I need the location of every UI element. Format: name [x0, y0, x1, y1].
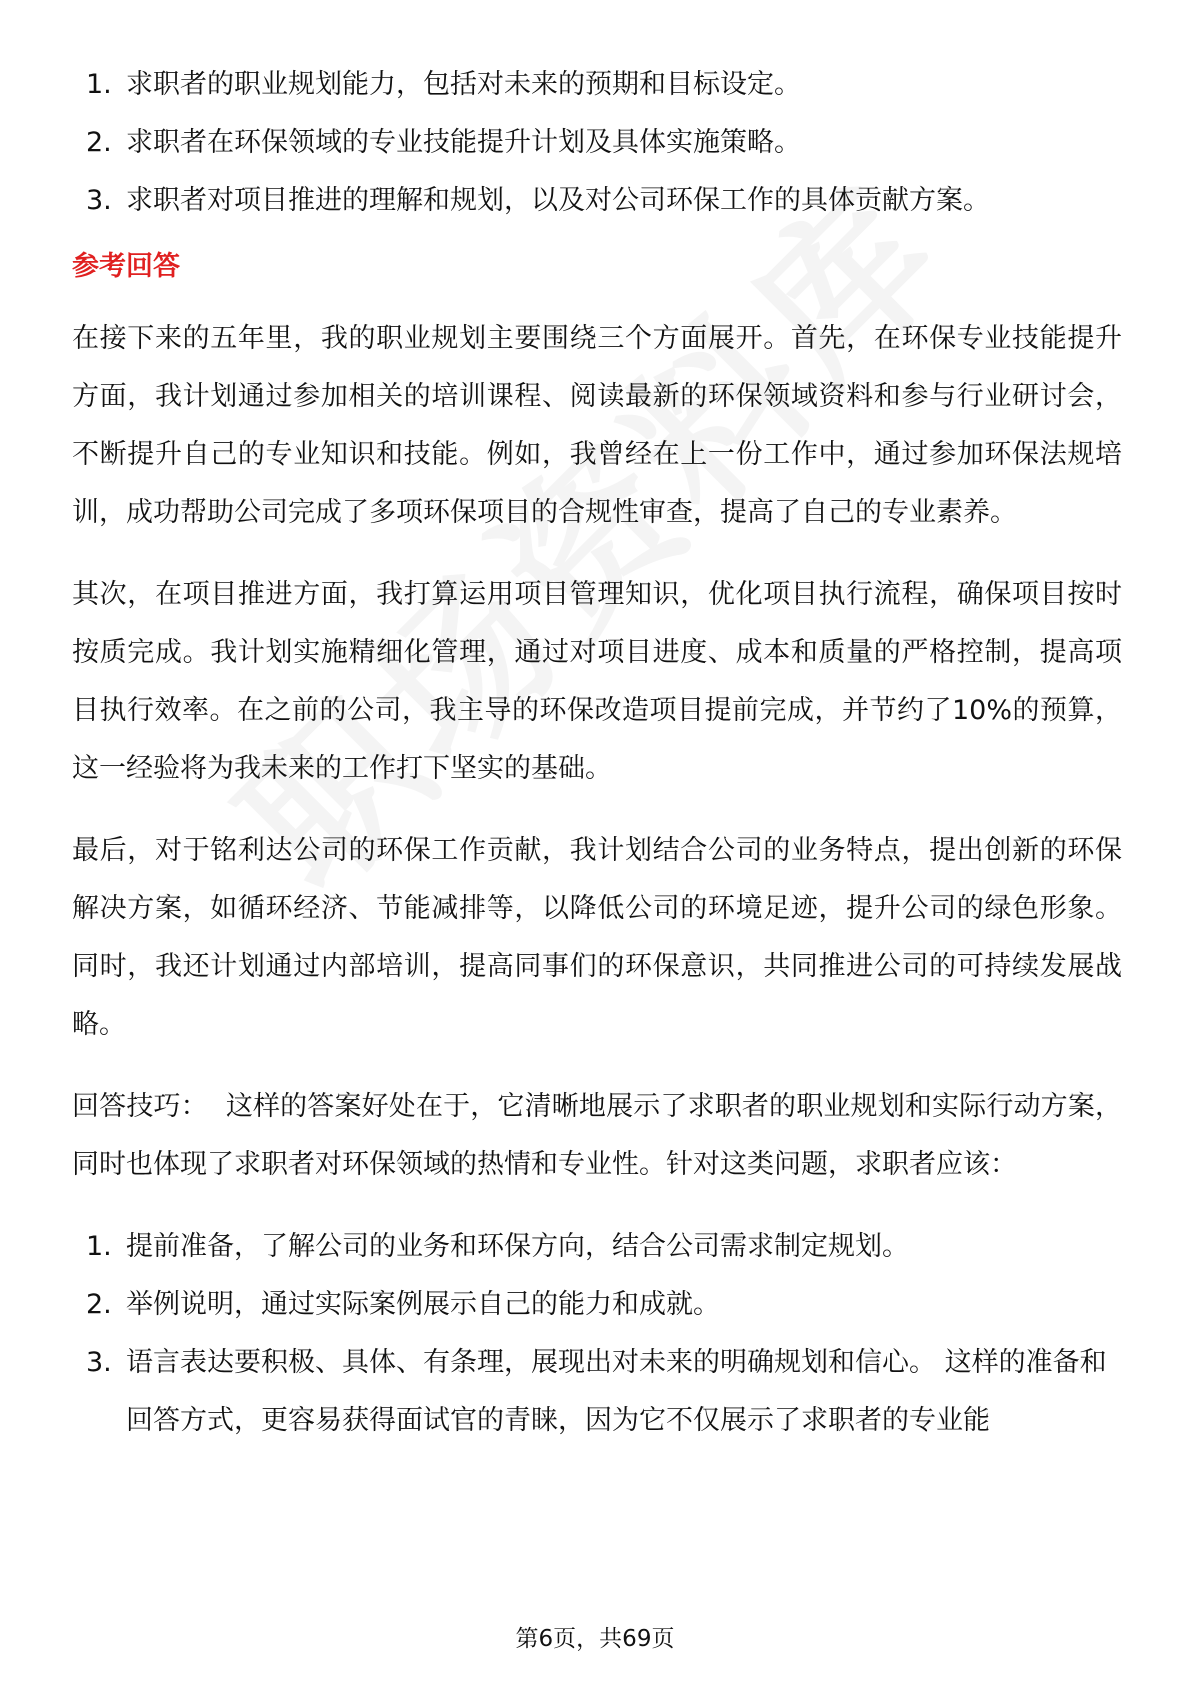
tips-text: 这样的答案好处在于，它清晰地展示了求职者的职业规划和实际行动方案，同时也体现了求职者对环保领域的热情和专业性。针对这类问题，求职者应该：: [72, 1091, 1123, 1180]
list-number: 1.: [86, 69, 112, 100]
list-item-text: 求职者的职业规划能力，包括对未来的预期和目标设定。: [126, 69, 801, 100]
answer-paragraph: 其次，在项目推进方面，我打算运用项目管理知识，优化项目执行流程，确保项目按时按质完成。我计划实施精细化管理，通过对项目进度、成本和质量的严格控制，提高项目执行效率。在之前的公司，我主导的环保改造项目提前完成，并节约了10%的预算，这一经验将为我未来的工作打下坚实的基础。: [72, 579, 1122, 784]
list-item-text: 求职者对项目推进的理解和规划，以及对公司环保工作的具体贡献方案。: [126, 185, 990, 216]
section-heading: 参考回答: [72, 251, 180, 282]
list-number: 2.: [86, 127, 112, 158]
list-item-text: 提前准备，了解公司的业务和环保方向，结合公司需求制定规划。: [126, 1231, 909, 1262]
tips-label: 回答技巧：: [72, 1091, 208, 1122]
list-number: 3.: [86, 185, 112, 216]
list-item: [72, 56, 1122, 114]
list-number: 1.: [86, 1231, 112, 1262]
page-content: [72, 56, 1122, 1450]
list-item: [72, 1276, 1122, 1334]
question-points-list: [72, 56, 1122, 230]
answer-paragraph: 在接下来的五年里，我的职业规划主要围绕三个方面展开。首先，在环保专业技能提升方面，我计划通过参加相关的培训课程、阅读最新的环保领域资料和参与行业研讨会，不断提升自己的专业知识和技能。例如，我曾经在上一份工作中，通过参加环保法规培训，成功帮助公司完成了多项环保项目的合规性审查，提高了自己的专业素养。: [72, 323, 1122, 528]
list-item-text: 举例说明，通过实际案例展示自己的能力和成就。: [126, 1289, 720, 1320]
list-number: 3.: [86, 1347, 112, 1378]
page-footer: 第6页，共69页: [515, 1626, 675, 1652]
list-item: [72, 172, 1122, 230]
tips-paragraph: [72, 1078, 1122, 1194]
tips-list: [72, 1218, 1122, 1450]
list-number: 2.: [86, 1289, 112, 1320]
list-item: [72, 114, 1122, 172]
list-item: [72, 1334, 1122, 1450]
list-item-text: 求职者在环保领域的专业技能提升计划及具体实施策略。: [126, 127, 801, 158]
list-item: [72, 1218, 1122, 1276]
answer-paragraph: 最后，对于铭利达公司的环保工作贡献，我计划结合公司的业务特点，提出创新的环保解决方案，如循环经济、节能减排等，以降低公司的环境足迹，提升公司的绿色形象。同时，我还计划通过内部培训，提高同事们的环保意识，共同推进公司的可持续发展战略。: [72, 835, 1122, 1040]
list-item-text: 语言表达要积极、具体、有条理，展现出对未来的明确规划和信心。 这样的准备和回答方式，更容易获得面试官的青睐，因为它不仅展示了求职者的专业能: [126, 1347, 1107, 1436]
